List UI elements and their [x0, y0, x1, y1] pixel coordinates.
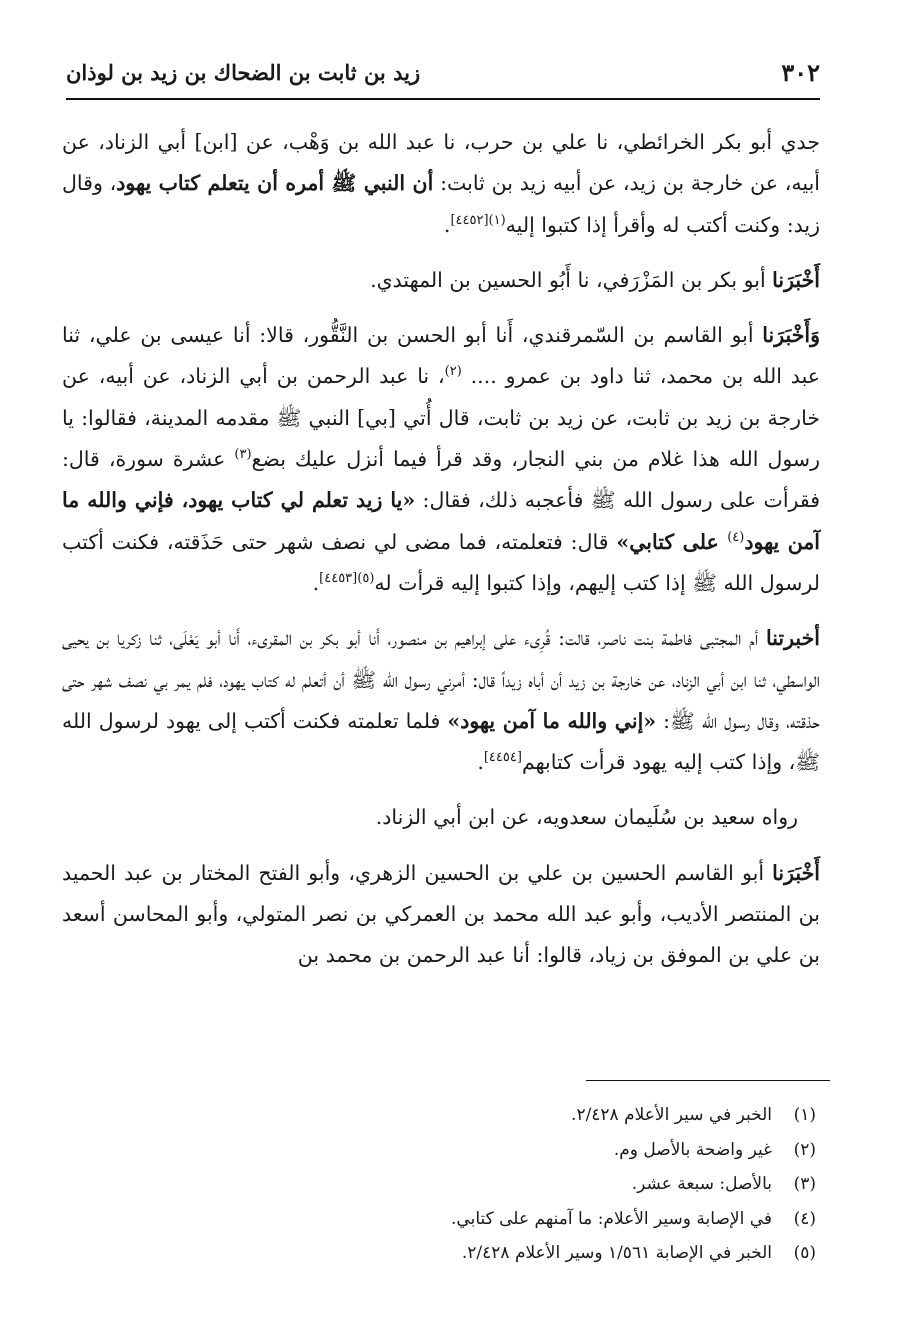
footnote-rule	[586, 1080, 830, 1081]
footnote-text: غير واضحة بالأصل وم.	[613, 1139, 772, 1160]
paragraph-text: .	[312, 570, 320, 595]
paragraph-text: فلما تعلمته فكنت أكتب إلى يهود لرسول الله ﷺ، وإذا كتب إليه يهود قرأت كتابهم	[62, 708, 820, 775]
footnote-text: بالأصل: سبعة عشر.	[631, 1174, 772, 1194]
footnote-reference: (٥)[٤٤٥٣]	[319, 571, 375, 587]
paragraph-1	[62, 122, 820, 246]
paragraph-text: أبو بكر بن المَزْرَفي، نا أَبُو الحسين بن المهتدي.	[370, 267, 773, 292]
footnote-number: (٤)	[793, 1208, 816, 1229]
paragraph-6	[62, 853, 820, 977]
bold-quote: «إني والله ما آمن يهود»	[447, 708, 657, 733]
paragraph-text: .	[443, 212, 451, 237]
footnote	[300, 1167, 816, 1202]
paragraph-text: ، نا عبد الرحمن بن أبي الزناد، عن أبيه، عن خارجة بن زيد بن ثابت، عن زيد بن ثابت، قال أُتي [بي] النبي ﷺ مقدمه المدينة، فقالوا: يا رسول الله هذا غلام من بني النجار، وقد قرأ فيما أنزل عليك بضع	[62, 364, 820, 472]
footnote-text: الخبر في الإصابة ١/٥٦١ وسير الأعلام ٢/٤٢٨.	[461, 1243, 772, 1263]
isnad-keyword: أَخْبَرَنا	[772, 860, 820, 885]
footnote-text: الخبر في سير الأعلام ٢/٤٢٨.	[571, 1105, 772, 1125]
footnote-text: في الإصابة وسير الأعلام: ما آمنهم على كتابي.	[451, 1208, 772, 1229]
page-number: ٣٠٢	[781, 58, 820, 87]
paragraph-text: أبو القاسم الحسين بن علي بن الحسين الزهري، وأبو الفتح المختار بن عبد الحميد بن المنتصر الأديب، وأبو عبد الله محمد بن العمركي بن نصر المتولي، وأبو المحاسن أسعد بن علي بن الموفق بن زياد، قالوا: أنا عبد الرحمن بن محمد بن	[62, 860, 820, 968]
isnad-keyword: أخبرتنا	[765, 626, 820, 651]
footnote-reference: (٣)	[234, 447, 252, 463]
footnote-number: (٥)	[793, 1243, 816, 1263]
footnotes	[300, 1098, 816, 1271]
footnote	[300, 1236, 816, 1271]
paragraph-3	[62, 315, 820, 604]
isnad-keyword: أَخْبَرَنا	[772, 267, 820, 292]
footnote-reference: (٢)	[444, 364, 462, 380]
running-title: زيد بن ثابت بن الضحاك بن زيد بن لوذان	[66, 60, 421, 85]
paragraph-text: عشرة سورة، قال: فقرأت على رسول الله ﷺ فأعجبه ذلك، فقال:	[62, 447, 820, 513]
footnote	[300, 1098, 816, 1133]
footnote-reference: [٤٤٥٤]	[483, 750, 522, 766]
paragraph-text: أبو القاسم بن السّمرقندي، أَنا أبو الحسن بن النَّقُّور، قالا: أنا عيسى بن علي، ثنا عبد الله بن محمد، ثنا داود بن عمرو ....	[62, 323, 820, 389]
footnote	[300, 1202, 816, 1237]
header-rule	[66, 98, 820, 100]
paragraph-text: أم المجتبى فاطمة بنت ناصر، قالت: قُرِىء على إبراهيم بن منصور، أَنا أبو بكر بن المقرىء، أَنا أبو يَعْلَى، ثنا زكريا بن يحيى الواسطي، ثنا ابن أبي الزناد، عن خارجة بن زيد أن أباه زيداً قال: أمرني رسول الله ﷺ أن أتعلم له كتاب يهود، فلم يمر بي نصف شهر حتى حذقته، وقال رسول الله ﷺ:	[62, 626, 820, 733]
paragraph-text: قال: فتعلمته، فما مضى لي نصف شهر حتى حَذَقته، فكنت أكتب لرسول الله ﷺ إذا كتب إليهم، وإذا كتبوا إليه قرأت له	[62, 529, 820, 595]
body-text	[62, 122, 820, 977]
footnote-reference: (٤)	[727, 529, 745, 545]
footnote-number: (٣)	[793, 1174, 816, 1194]
bold-quote: «يا زيد تعلم لي كتاب يهود، فإني والله ما آمن يهود	[62, 488, 820, 554]
paragraph-text: .	[477, 750, 484, 775]
paragraph-text: جدي أبو بكر الخرائطي، نا علي بن حرب، نا عبد الله بن وَهْب، عن [ابن] أبي الزناد، عن أبيه، عن خارجة بن زيد، عن أبيه زيد بن ثابت:	[62, 130, 820, 196]
paragraph-2	[62, 260, 820, 301]
footnote-number: (١)	[793, 1105, 816, 1125]
bold-quote: أن النبي ﷺ أمره أن يتعلم كتاب يهود	[116, 171, 434, 196]
isnad-keyword: وَأَخْبَرَنا	[762, 323, 820, 348]
paragraph-text: ، وقال زيد: وكنت أكتب له وأقرأ إذا كتبوا إليه	[62, 171, 820, 237]
footnote-reference: (١)[٤٤٥٢]	[450, 212, 506, 228]
page-header	[66, 50, 820, 100]
footnote	[300, 1133, 816, 1168]
bold-quote: على كتابي»	[616, 529, 728, 554]
paragraph-5	[62, 797, 820, 838]
footnote-number: (٢)	[793, 1139, 816, 1160]
paragraph-4	[62, 618, 820, 783]
paragraph-text: رواه سعيد بن سُلَيمان سعدويه، عن ابن أبي الزناد.	[375, 805, 798, 830]
